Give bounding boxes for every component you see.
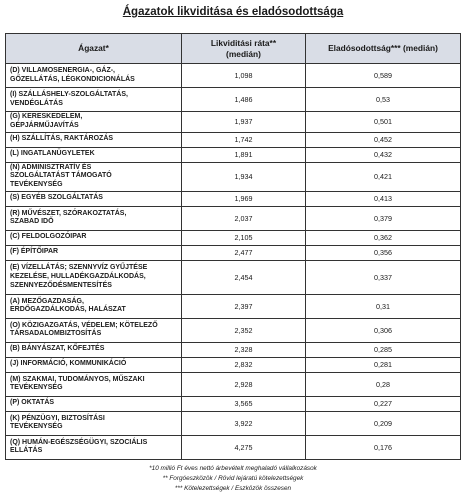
cell-debt: 0,176 bbox=[306, 435, 461, 459]
table-row bbox=[6, 357, 461, 372]
table-row bbox=[6, 260, 461, 294]
cell-sector-text: (F) ÉPÍTŐIPAR bbox=[10, 248, 59, 256]
cell-sector bbox=[6, 357, 182, 372]
cell-liquidity: 1,937 bbox=[182, 112, 306, 133]
cell-sector-text: (H) SZÁLLÍTÁS, RAKTÁROZÁS bbox=[10, 135, 114, 143]
cell-liquidity: 1,486 bbox=[182, 88, 306, 112]
table-row bbox=[6, 206, 461, 230]
footnotes bbox=[0, 464, 466, 493]
cell-liquidity: 2,454 bbox=[182, 260, 306, 294]
cell-debt: 0,356 bbox=[306, 245, 461, 260]
cell-sector bbox=[6, 435, 182, 459]
cell-liquidity: 2,928 bbox=[182, 372, 306, 396]
cell-sector-text: (K) PÉNZÜGYI, BIZTOSÍTÁSI TEVÉKENYSÉG bbox=[10, 414, 105, 431]
cell-sector bbox=[6, 162, 182, 191]
cell-sector-text: (C) FELDOLGOZÓIPAR bbox=[10, 233, 87, 241]
table-row bbox=[6, 132, 461, 147]
cell-liquidity: 2,352 bbox=[182, 318, 306, 342]
cell-sector bbox=[6, 206, 182, 230]
cell-debt: 0,421 bbox=[306, 162, 461, 191]
table-row bbox=[6, 112, 461, 133]
cell-liquidity: 2,477 bbox=[182, 245, 306, 260]
cell-debt: 0,209 bbox=[306, 411, 461, 435]
cell-debt: 0,452 bbox=[306, 132, 461, 147]
cell-sector bbox=[6, 112, 182, 133]
cell-sector bbox=[6, 88, 182, 112]
cell-sector bbox=[6, 318, 182, 342]
cell-sector bbox=[6, 294, 182, 318]
cell-liquidity: 1,969 bbox=[182, 191, 306, 206]
cell-sector-text: (E) VÍZELLÁTÁS; SZENNYVÍZ GYŰJTÉSE KEZELÉSE, HULLADÉKGAZDÁLKODÁS, SZENNYEZŐDÉSMENTESÍTÉS bbox=[10, 264, 148, 289]
cell-sector-text: (P) OKTATÁS bbox=[10, 399, 55, 407]
cell-liquidity: 3,565 bbox=[182, 396, 306, 411]
cell-sector bbox=[6, 396, 182, 411]
header-liquidity-label: Likviditási ráta** (medián) bbox=[210, 38, 277, 59]
cell-sector-text: (N) ADMINISZTRATÍV ÉS SZOLGÁLTATÁST TÁMOGATÓ TEVÉKENYSÉG bbox=[10, 163, 112, 188]
cell-liquidity: 2,832 bbox=[182, 357, 306, 372]
cell-debt: 0,501 bbox=[306, 112, 461, 133]
header-sector: Ágazat* bbox=[6, 34, 182, 64]
cell-debt: 0,362 bbox=[306, 230, 461, 245]
cell-sector-text: (G) KERESKEDELEM, GÉPJÁRMŰJAVÍTÁS bbox=[10, 113, 83, 129]
table-row bbox=[6, 147, 461, 162]
table-row bbox=[6, 318, 461, 342]
table-row bbox=[6, 294, 461, 318]
cell-liquidity: 2,328 bbox=[182, 342, 306, 357]
table-row bbox=[6, 372, 461, 396]
table-row bbox=[6, 435, 461, 459]
cell-debt: 0,432 bbox=[306, 147, 461, 162]
footnote-2: ** Forgóeszközök / Rövid lejáratú kötelezettségek bbox=[162, 474, 304, 482]
cell-debt: 0,285 bbox=[306, 342, 461, 357]
table-row bbox=[6, 191, 461, 206]
cell-debt: 0,281 bbox=[306, 357, 461, 372]
table-row bbox=[6, 411, 461, 435]
cell-liquidity: 1,934 bbox=[182, 162, 306, 191]
cell-sector bbox=[6, 132, 182, 147]
cell-debt: 0,589 bbox=[306, 64, 461, 88]
cell-sector-text: (O) KÖZIGAZGATÁS, VÉDELEM; KÖTELEZŐ TÁRSADALOMBIZTOSÍTÁS bbox=[10, 321, 158, 338]
cell-sector-text: (D) VILLAMOSENERGIA-, GÁZ-, GŐZELLÁTÁS, LÉGKONDICIONÁLÁS bbox=[10, 66, 135, 83]
cell-sector-text: (Q) HUMÁN-EGÉSZSÉGÜGYI, SZOCIÁLIS ELLÁTÁS bbox=[10, 438, 148, 455]
cell-sector-text: (B) BÁNYÁSZAT, KŐFEJTÉS bbox=[10, 345, 105, 353]
footnote-1: *10 millió Ft éves nettó árbevételt meghaladó vállalkozások bbox=[149, 465, 317, 472]
footnote-3: *** Kötelezettségek / Eszközök összesen bbox=[174, 484, 292, 492]
cell-debt: 0,227 bbox=[306, 396, 461, 411]
table-header-row bbox=[6, 34, 461, 64]
cell-liquidity: 1,742 bbox=[182, 132, 306, 147]
cell-debt: 0,53 bbox=[306, 88, 461, 112]
cell-sector-text: (I) SZÁLLÁSHELY-SZOLGÁLTATÁS, VENDÉGLÁTÁS bbox=[10, 90, 128, 107]
cell-debt: 0,306 bbox=[306, 318, 461, 342]
cell-sector bbox=[6, 191, 182, 206]
table-row bbox=[6, 245, 461, 260]
cell-sector-text: (S) EGYÉB SZOLGÁLTATÁS bbox=[10, 194, 103, 202]
cell-liquidity: 3,922 bbox=[182, 411, 306, 435]
cell-sector bbox=[6, 245, 182, 260]
cell-sector bbox=[6, 64, 182, 88]
table-row bbox=[6, 64, 461, 88]
cell-liquidity: 1,891 bbox=[182, 147, 306, 162]
cell-debt: 0,413 bbox=[306, 191, 461, 206]
cell-debt: 0,28 bbox=[306, 372, 461, 396]
cell-sector bbox=[6, 230, 182, 245]
cell-sector bbox=[6, 260, 182, 294]
page-title: Ágazatok likviditása és eladósodottsága bbox=[122, 6, 344, 18]
cell-liquidity: 2,105 bbox=[182, 230, 306, 245]
table-row bbox=[6, 230, 461, 245]
header-debt: Eladósodottság*** (medián) bbox=[306, 34, 461, 64]
sector-table bbox=[5, 33, 461, 460]
cell-sector bbox=[6, 342, 182, 357]
cell-sector bbox=[6, 147, 182, 162]
cell-liquidity: 2,397 bbox=[182, 294, 306, 318]
table-row bbox=[6, 88, 461, 112]
cell-sector bbox=[6, 372, 182, 396]
cell-sector-text: (M) SZAKMAI, TUDOMÁNYOS, MŰSZAKI TEVÉKENYSÉG bbox=[10, 375, 145, 392]
table-row bbox=[6, 396, 461, 411]
cell-sector bbox=[6, 411, 182, 435]
cell-liquidity: 2,037 bbox=[182, 206, 306, 230]
cell-sector-text: (L) INGATLANÜGYLETEK bbox=[10, 150, 95, 158]
cell-sector-text: (A) MEZŐGAZDASÁG, ERDŐGAZDÁLKODÁS, HALÁSZAT bbox=[10, 297, 126, 314]
table-row bbox=[6, 162, 461, 191]
cell-liquidity: 4,275 bbox=[182, 435, 306, 459]
cell-debt: 0,31 bbox=[306, 294, 461, 318]
cell-sector-text: (R) MŰVÉSZET, SZÓRAKOZTATÁS, SZABAD IDŐ bbox=[10, 209, 127, 226]
cell-debt: 0,337 bbox=[306, 260, 461, 294]
cell-sector-text: (J) INFORMÁCIÓ, KOMMUNIKÁCIÓ bbox=[10, 360, 127, 368]
cell-liquidity: 1,098 bbox=[182, 64, 306, 88]
cell-debt: 0,379 bbox=[306, 206, 461, 230]
header-liquidity bbox=[182, 34, 306, 64]
table-row bbox=[6, 342, 461, 357]
table-body bbox=[6, 64, 461, 460]
